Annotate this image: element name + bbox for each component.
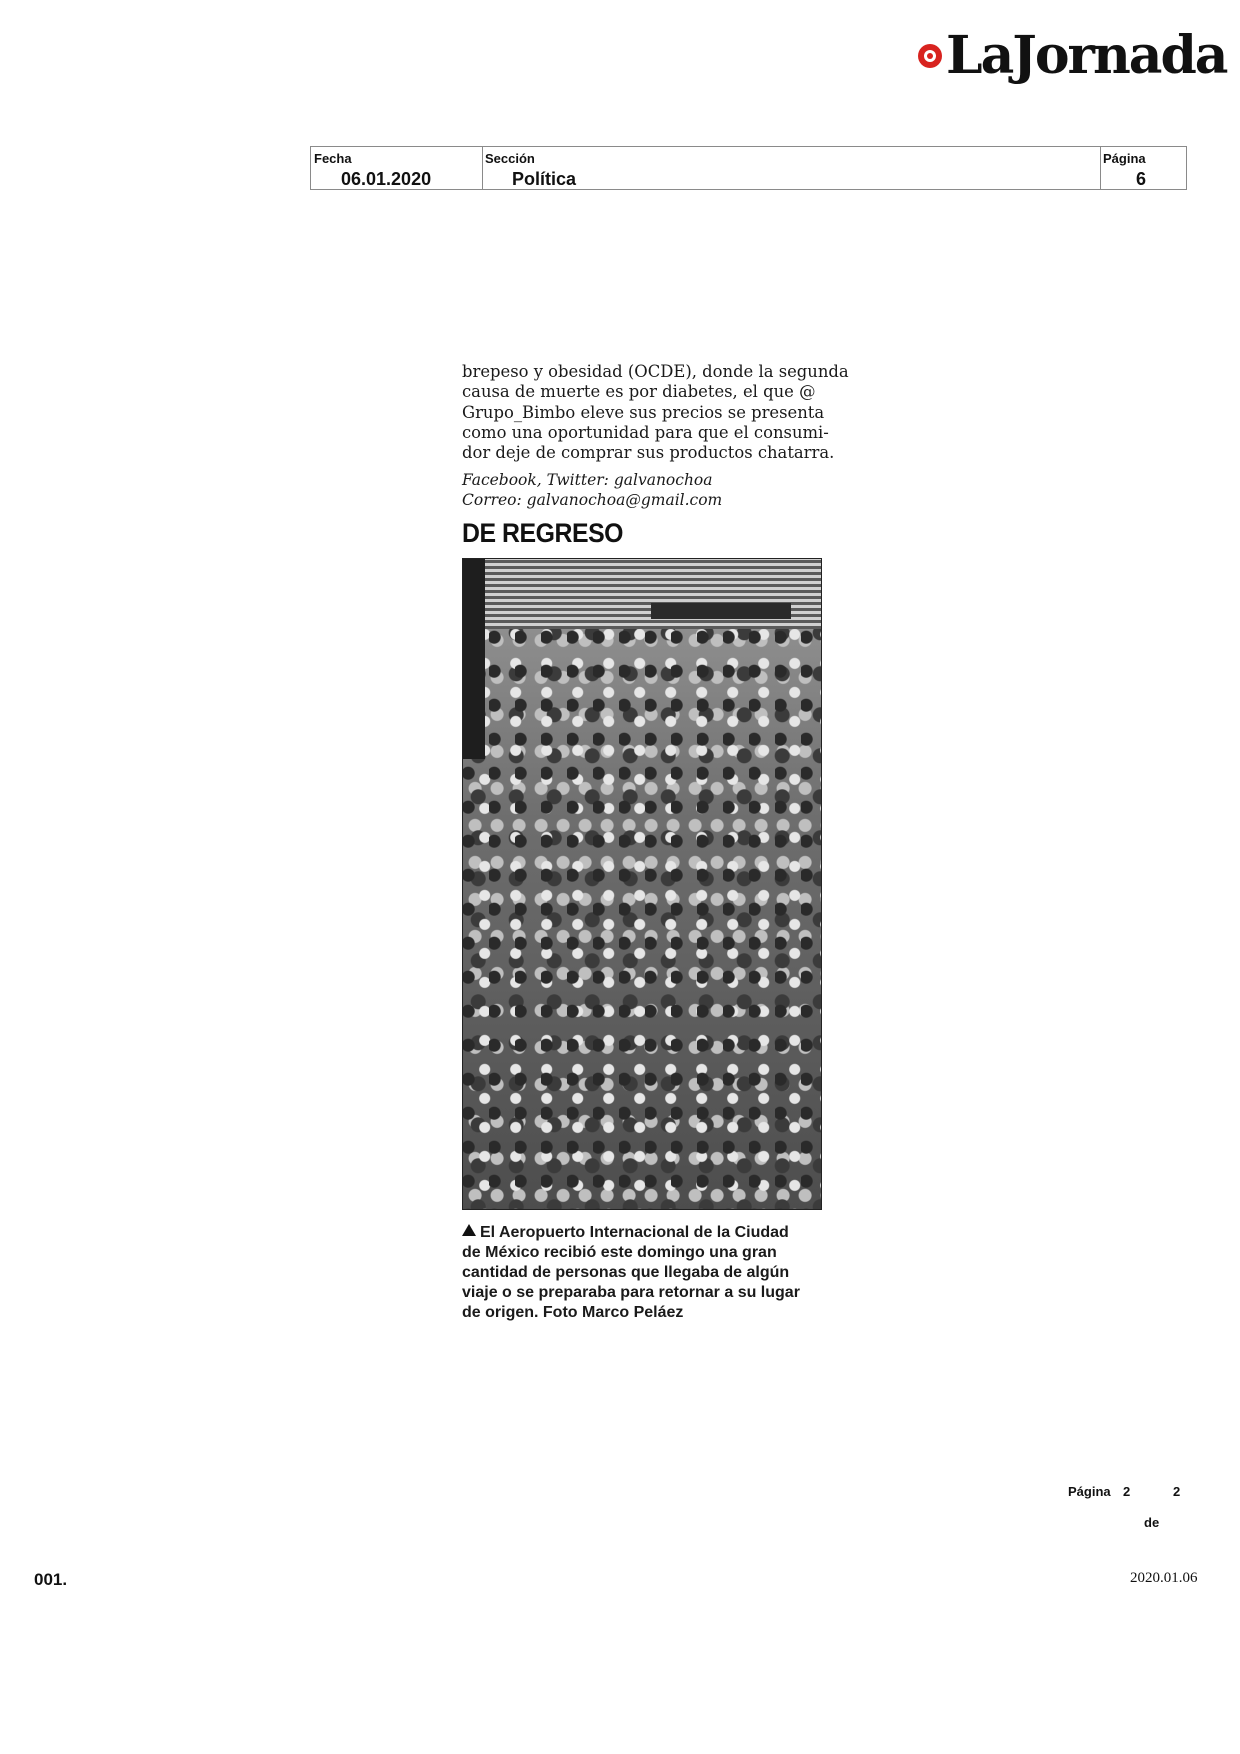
signature-social: Facebook, Twitter: galvanochoa [462,471,713,490]
article-line: Grupo_Bimbo eleve sus precios se presenta [462,402,825,422]
footer-date: 2020.01.06 [1130,1570,1198,1586]
photo-signboard [651,603,791,619]
caption-line: de origen. Foto Marco Peláez [462,1304,684,1321]
footer-code: 001. [34,1570,68,1589]
caption-line: de México recibió este domingo una gran [462,1244,777,1261]
caption-line: cantidad de personas que llegaba de algún [462,1264,790,1281]
sun-logo-icon [918,44,942,68]
caption-line: viaje o se preparaba para retornar a su lugar [462,1284,800,1301]
seccion-value: Política [512,169,577,189]
caption-text: El Aeropuerto Internacional de la Ciudad [480,1224,789,1241]
metadata-box [310,146,1187,190]
signature-email: Correo: galvanochoa@gmail.com [462,491,723,510]
author-signature [462,470,822,510]
seccion-cell [482,147,1101,189]
article-line: causa de muerte es por diabetes, el que @ [462,382,816,402]
caption-line-first [462,1223,822,1243]
article-body [462,362,849,463]
pager-total: 2 [1173,1484,1181,1499]
article-column [462,362,849,549]
triangle-up-icon [462,1224,476,1236]
crowd-at-airport-photo [462,558,822,1210]
seccion-label: Sección [485,151,535,166]
article-line: como una oportunidad para que el consumi- [462,422,829,442]
photo-caption [462,1223,822,1323]
article-line: brepeso y obesidad (OCDE), donde la segunda [462,362,849,381]
pager-label: Página [1068,1484,1111,1499]
pager-of: de [1144,1515,1160,1530]
pagina-label: Página [1103,151,1146,166]
fecha-value: 06.01.2020 [341,169,432,189]
brand-name: LaJornada [946,25,1227,86]
pager-current: 2 [1123,1484,1131,1499]
pagina-cell [1100,147,1186,189]
fecha-label: Fecha [314,151,352,166]
section-headline: DE REGRESO [462,518,624,549]
pagina-value: 6 [1136,169,1147,189]
brand-logo [918,26,1227,86]
photo-pillar [463,559,485,759]
fecha-cell [311,147,483,189]
article-line: dor deje de comprar sus productos chatarra. [462,443,835,463]
